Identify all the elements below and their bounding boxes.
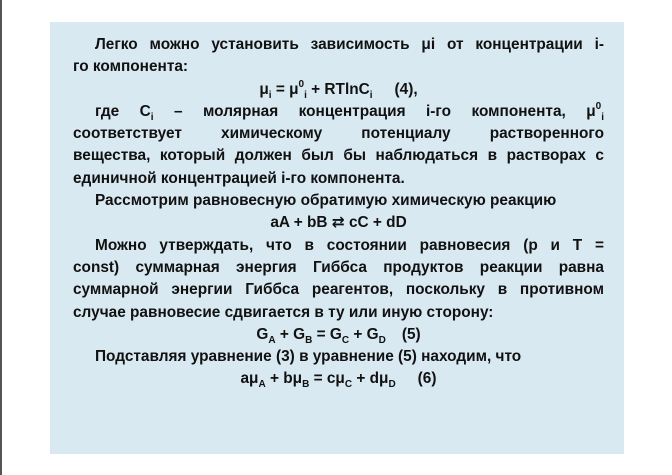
paragraph-mu-dependence [73,34,604,56]
equation-text: + G [349,325,379,343]
subscript: i [369,89,373,101]
subscript: i [304,89,307,101]
equation-number: (6) [417,370,437,388]
paragraph-line-text: const) суммарная энергия Гиббса продуктов реакции равна [73,258,604,276]
paragraph-line-text: Можно утверждать, что в состоянии равновесия (р и Т = [95,236,604,254]
superscript: 0 [298,78,305,90]
paragraph-line [73,123,604,145]
paragraph-equilibrium [73,235,604,257]
equation-text: G [256,325,269,343]
paragraph-line-text: суммарной энергии Гиббса реагентов, поскольку в противном [73,281,604,299]
equation-6 [73,368,604,390]
equation-text: + G [275,325,306,343]
paragraph-substituting [73,346,604,368]
slide-text-panel [50,22,624,454]
equation-number: (4), [394,80,418,98]
paragraph-line [73,257,604,279]
paragraph-line: Легко можно установить зависимость μi от концентрации i- [95,36,604,53]
superscript: 0 [595,100,602,112]
equation-5 [73,324,604,346]
reaction-reagents: aA + bB [270,214,328,232]
subscript: D [388,379,396,391]
paragraph-line [73,56,604,78]
equation-text: + bμ [265,370,303,388]
paragraph-line-text: го компонента: [73,58,189,76]
equilibrium-arrow-icon: ⇄ [331,214,345,232]
subscript: A [268,334,276,346]
subscript: B [302,379,310,391]
equation-number: (5) [401,325,421,343]
paragraph-line [73,279,604,301]
paragraph-text: Рассмотрим равновесную обратимую химическую реакцию [95,192,557,210]
paragraph-line-text: единичной концентрацией i-го компонента. [73,169,405,187]
paragraph-line-text: соответствует химическому потенциалу растворенного [73,125,604,143]
subscript: B [305,334,313,346]
subscript: C [341,334,350,346]
equation-text: + dμ [352,370,389,388]
paragraph-where-ci [73,101,604,123]
equation-4 [73,79,604,101]
equation-text: = cμ [309,370,345,388]
equation-text: aμ [240,370,259,388]
left-border-line [0,0,2,475]
reaction-products: cC + dD [348,214,407,232]
equation-text: μ [259,80,269,98]
equation-text: + RTlnC [306,80,370,98]
subscript: i [268,89,272,101]
equation-text: = μ [271,80,299,98]
paragraph-line [73,145,604,167]
paragraph-text: Подставляя уравнение (3) в уравнение (5) находим, что [95,348,522,366]
paragraph-line [73,168,604,190]
paragraph-line-text: случае равновесие сдвигается в ту или иную сторону: [73,303,494,321]
paragraph-text: где C [95,102,151,120]
reaction-equation [73,212,604,234]
subscript: D [378,334,386,346]
subscript: i [601,111,604,123]
paragraph-line-text: вещества, который должен был бы наблюдаться в растворах с [73,147,604,165]
subscript: i [150,111,154,123]
equation-text: = G [312,325,342,343]
paragraph-line [73,302,604,324]
paragraph-consider-reaction [73,190,604,212]
paragraph-text: – молярная концентрация i-го компонента, μ [153,102,596,120]
subscript: C [344,379,353,391]
subscript: A [258,379,266,391]
